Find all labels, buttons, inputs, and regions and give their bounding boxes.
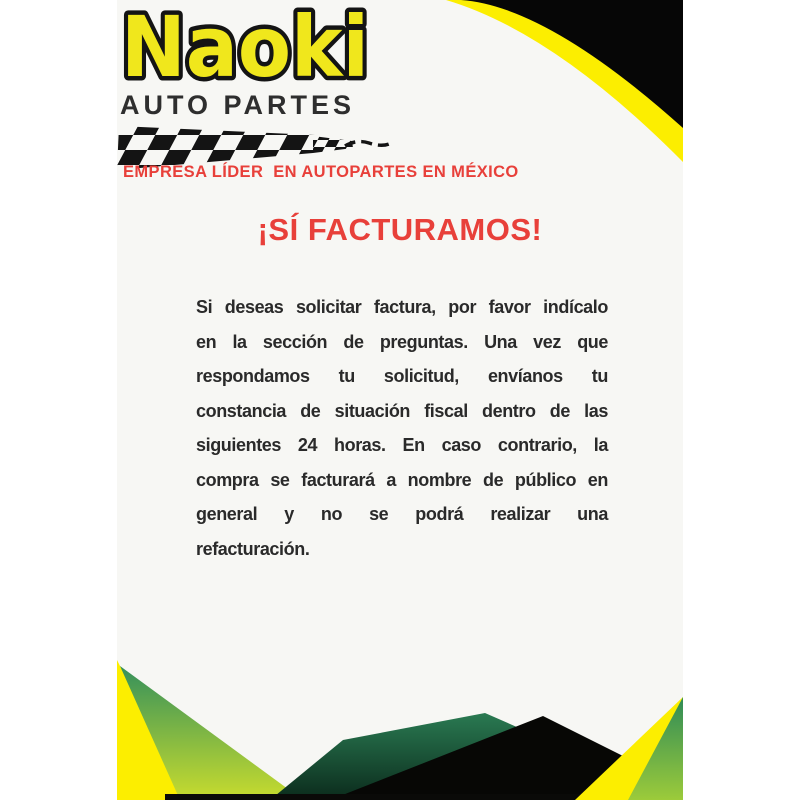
body-line: siguientes 24 horas. En caso contrario, la (196, 435, 608, 455)
naoki-logo-text: Naoki (121, 0, 369, 94)
body-line: refacturación. (196, 538, 310, 559)
body-paragraph (196, 290, 608, 566)
body-line: compra se facturará a nombre de público en (196, 469, 608, 490)
headline: ¡SÍ FACTURAMOS! (257, 212, 543, 247)
bottom-left-decoration (117, 660, 303, 800)
body-line: respondamos tu solicitud, envíanos tu (196, 366, 608, 386)
auto-partes-subtitle: AUTO PARTES (120, 90, 356, 120)
tagline: EMPRESA LÍDER EN AUTOPARTES EN MÉXICO (123, 163, 519, 181)
body-line: general y no se podrá realizar una (196, 504, 608, 524)
body-line: Si deseas solicitar factura, por favor indícalo (196, 297, 608, 317)
flyer-canvas (117, 0, 683, 800)
body-line: en la sección de preguntas. Una vez que (196, 331, 608, 352)
naoki-logo (117, 0, 375, 94)
top-right-corner-decoration (446, 0, 683, 162)
body-line: constancia de situación fiscal dentro de las (196, 400, 608, 421)
